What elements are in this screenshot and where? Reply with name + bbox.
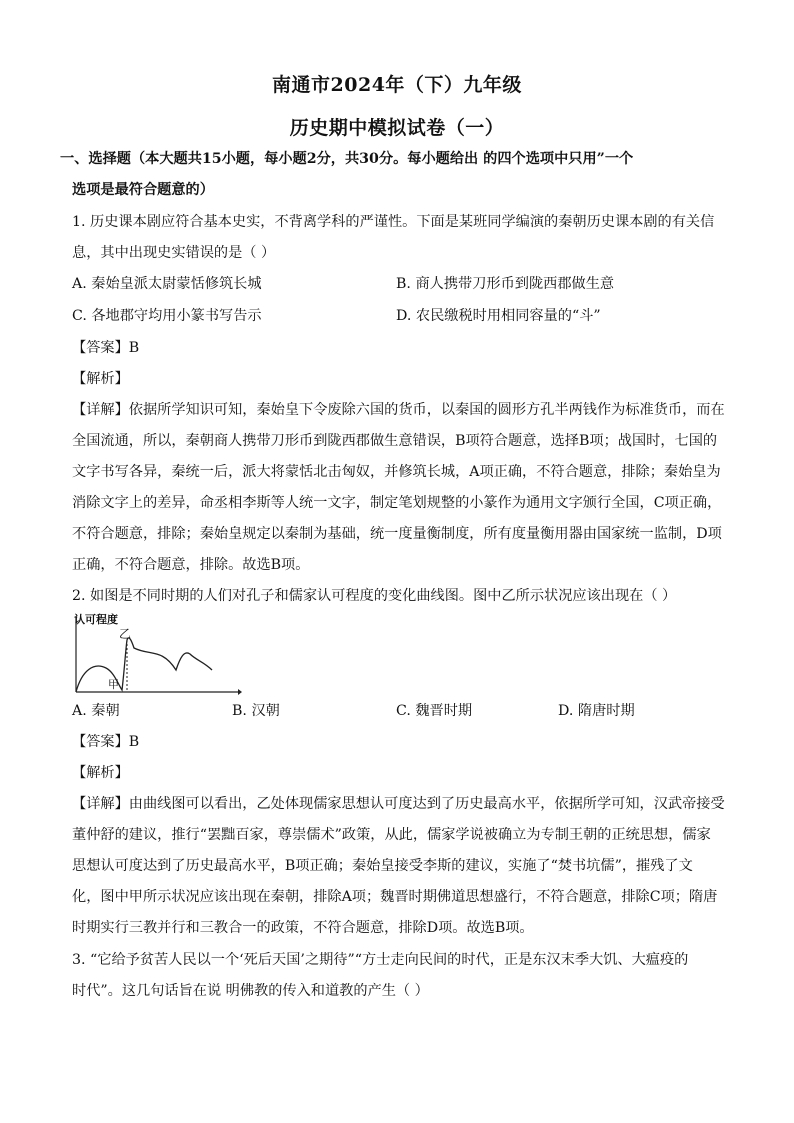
q2-stem-line1: 2. 如图是不同时期的人们对孔子和儒家认可程度的变化曲线图。图中乙所示状况应该出现在（ ） [72, 588, 677, 604]
y-axis-label: 认可程度 [74, 613, 118, 626]
q1-option-b: B. 商人携带刀形币到陇西郡做生意 [396, 276, 615, 292]
q2-detail-line: 时期实行三教并行和三教合一的政策，不符合题意，排除D项。故选B项。 [72, 920, 534, 936]
label-jia: 甲 [108, 678, 119, 691]
x-axis-arrow [238, 689, 242, 695]
exam-title-line1: 南通市2024年（下）九年级 [272, 74, 522, 96]
q2-curve-figure [72, 612, 242, 696]
label-yi: 乙 [119, 627, 132, 641]
q2-detail-line: 化，图中甲所示状况应该出现在秦朝，排除A项；魏晋时期佛道思想盛行，不符合题意，排除C项；隋唐 [72, 889, 718, 905]
q1-stem-line2: 息，其中出现史实错误的是（ ） [72, 245, 276, 261]
q1-detail-line: 全国流通，所以，秦朝商人携带刀形币到陇西郡做生意错误，B项符合题意，选择B项；战国时，七国的 [72, 433, 718, 449]
q1-detail-line: 正确，不符合题意，排除。故选B项。 [72, 557, 310, 573]
q1-detail-line: 不符合题意，排除；秦始皇规定以秦制为基础，统一度量衡制度，所有度量衡用器由国家统一监制，D项 [72, 526, 722, 542]
q1-option-c: C. 各地郡守均用小篆书写告示 [72, 308, 262, 324]
recognition-curve-chart [72, 612, 242, 696]
q2-detail-line: 董仲舒的建议，推行“罢黜百家，尊崇儒术”政策，从此，儒家学说被确立为专制王朝的正统思想，儒家 [72, 827, 711, 843]
exam-title-line2: 历史期中模拟试卷（一） [289, 117, 505, 139]
q1-stem-line1: 1. 历史课本剧应符合基本史实，不背离学科的严谨性。下面是某班同学编演的秦朝历史课本剧的有关信 [72, 214, 715, 230]
q1-analysis-label: 【解析】 [72, 371, 129, 387]
q1-option-a: A. 秦始皇派太尉蒙恬修筑长城 [72, 276, 262, 292]
q1-option-d: D. 农民缴税时用相同容量的“斗” [396, 308, 601, 324]
q1-detail-line: 【详解】依据所学知识可知，秦始皇下令废除六国的货币，以秦国的圆形方孔半两钱作为标准货币，而在 [72, 402, 725, 418]
q2-option-a: A. 秦朝 [72, 703, 120, 719]
section-heading-line1: 一、选择题（本大题共15小题，每小题2分，共30分。每小题给出 的四个选项中只用”一个 [60, 151, 634, 167]
q3-stem-line2: 时代”。这几句话旨在说 明佛教的传入和道教的产生（ ） [72, 983, 429, 999]
q2-detail-line: 思想认可度达到了历史最高水平，B项正确；秦始皇接受李斯的建议，实施了“焚书坑儒”，摧残了文 [72, 858, 693, 874]
q1-answer: 【答案】B [72, 340, 140, 356]
q1-detail-line: 文字书写各异，秦统一后，派大将蒙恬北击匈奴，并修筑长城，A项正确，不符合题意，排除；秦始皇为 [72, 464, 721, 480]
q2-option-b: B. 汉朝 [232, 703, 280, 719]
q2-analysis-label: 【解析】 [72, 765, 129, 781]
q2-detail-line: 【详解】由曲线图可以看出，乙处体现儒家思想认可度达到了历史最高水平，依据所学可知，汉武帝接受 [72, 796, 725, 812]
section-heading-line2: 选项是最符合题意的） [72, 182, 214, 198]
recognition-curve [76, 638, 212, 692]
q2-answer: 【答案】B [72, 734, 140, 750]
q2-option-d: D. 隋唐时期 [558, 703, 635, 719]
q3-stem-line1: 3. “它给予贫苦人民以一个‘死后天国’之期待”“方士走向民间的时代，正是东汉末季大饥、大瘟疫的 [72, 952, 689, 968]
q2-option-c: C. 魏晋时期 [396, 703, 473, 719]
q1-detail-line: 消除文字上的差异，命丞相李斯等人统一文字，制定笔划规整的小篆作为通用文字颁行全国，C项正确， [72, 495, 722, 511]
